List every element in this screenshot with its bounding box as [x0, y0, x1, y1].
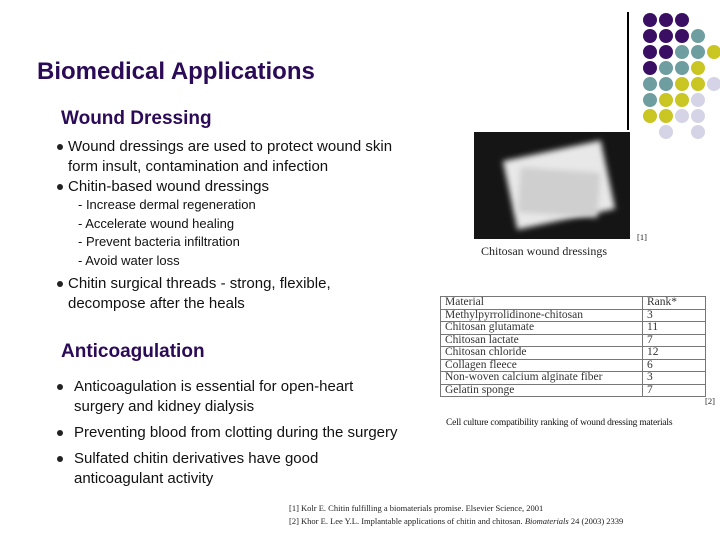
table-row: Non-woven calcium alginate fiber 3 — [441, 372, 706, 385]
table-ref: [2] — [705, 396, 715, 406]
materials-table — [440, 296, 706, 397]
table-row: Collagen fleece 6 — [441, 359, 706, 372]
table-header-row: Material Rank* — [441, 297, 706, 310]
sub-item: - Avoid water loss — [78, 252, 180, 268]
anti-bullet-1: Anticoagulation is essential for open-heart surgery and kidney dialysis — [57, 377, 437, 417]
wound-bullet-2: Chitin-based wound dressings — [57, 177, 437, 197]
table-row: Chitosan lactate 7 — [441, 334, 706, 347]
chitosan-wound-dressing-photo — [474, 132, 630, 239]
anti-bullet-2: Preventing blood from clotting during the surgery — [57, 423, 437, 443]
section-heading-anticoagulation: Anticoagulation — [61, 341, 205, 362]
sub-item: - Increase dermal regeneration — [78, 197, 256, 212]
section-heading-wound-dressing: Wound Dressing — [61, 108, 212, 129]
table-row: Chitosan chloride 12 — [441, 347, 706, 360]
reference-1: [1] Kolr E. Chitin fulfilling a biomaterials promise. Elsevier Science, 2001 — [289, 503, 544, 513]
figure-ref: [1] — [637, 232, 647, 242]
figure-caption: Chitosan wound dressings — [481, 244, 607, 258]
bullet-icon — [57, 456, 63, 462]
sub-item: - Accelerate wound healing — [78, 215, 235, 231]
anti-bullet-3: Sulfated chitin derivatives have good anticoagulant activity — [57, 449, 437, 489]
bullet-icon — [57, 430, 63, 436]
table-row: Gelatin sponge 7 — [441, 384, 706, 397]
bullet-icon — [57, 281, 63, 287]
table-caption: Cell culture compatibility ranking of wound dressing materials — [446, 418, 673, 428]
wound-bullet-3: Chitin surgical threads - strong, flexible, decompose after the heals — [57, 274, 437, 314]
table-row: Methylpyrrolidinone-chitosan 3 — [441, 309, 706, 322]
bullet-icon — [57, 184, 63, 190]
decorative-divider-line — [627, 12, 629, 130]
wound-bullet-1: Wound dressings are used to protect wound skin form insult, contamination and infection — [57, 137, 437, 177]
table-row: Chitosan glutamate 11 — [441, 322, 706, 335]
bullet-icon — [57, 384, 63, 390]
reference-2: [2] Khor E. Lee Y.L. Implantable applications of chitin and chitosan. Biomaterials 24 (2003) 2339 — [289, 516, 624, 526]
sub-item: - Prevent bacteria infiltration — [78, 234, 240, 249]
slide-title: Biomedical Applications — [37, 58, 315, 85]
bullet-icon — [57, 144, 63, 150]
wound-sub-list — [78, 196, 256, 270]
